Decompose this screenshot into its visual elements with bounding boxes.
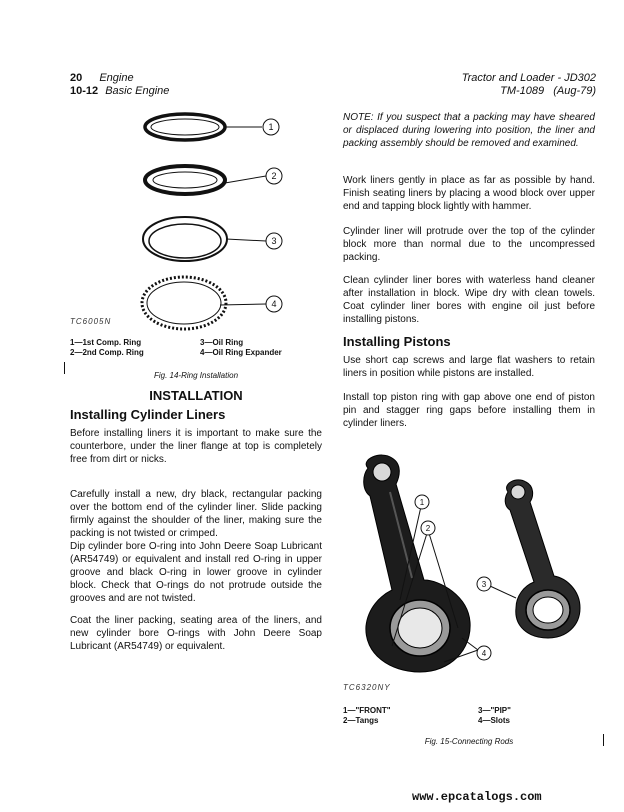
right-paragraph-2: Cylinder liner will protrude over the top of the cylinder block more than normal due to the uncompressed packing.: [343, 226, 595, 263]
figure-15-legend-left: [343, 706, 391, 726]
figure-15-legend-right: [478, 706, 511, 726]
rod-callout-label-1: 1: [419, 498, 425, 507]
liners-paragraph-2: Carefully install a new, dry black, rectangular packing over the bottom end of the cylinder liner. Slide packing firmly against the shoulder of the liner, making sure the packing is not twisted or crimped.: [70, 489, 322, 539]
second-ring-inner-edge: [153, 172, 217, 188]
rod-callout-label-2: 2: [425, 524, 431, 533]
oil-ring-expander-inner-edge: [147, 282, 221, 324]
front-connecting-rod: [364, 455, 470, 672]
change-bar: [64, 362, 65, 374]
page-number: 20: [70, 72, 83, 84]
oil-ring-expander: [142, 277, 226, 329]
liners-heading: Installing Cylinder Liners: [70, 407, 226, 422]
callout-leader-3: [226, 239, 266, 241]
installation-heading: INSTALLATION: [149, 388, 243, 403]
figure-14-code: TC6005N: [70, 317, 112, 326]
figure-15-code: TC6320NY: [343, 683, 391, 692]
legend-item: 1—1st Comp. Ring: [70, 338, 142, 347]
manual-date: (Aug-79): [553, 85, 596, 97]
legend-item: 4—Oil Ring Expander: [200, 348, 282, 357]
figure-14-legend-right: [200, 338, 282, 358]
rod-callout-label-4: 4: [481, 649, 487, 658]
header-right: [462, 72, 596, 98]
watermark: www.epcatalogs.com: [412, 790, 542, 804]
pistons-paragraph-1: Use short cap screws and large flat washers to retain liners in position while pistons are installed.: [343, 355, 595, 379]
connecting-rods-figure: [340, 450, 600, 685]
legend-item: 1—"FRONT": [343, 706, 391, 715]
pistons-paragraph-2: Install top piston ring with gap above one end of piston pin and stagger ring gaps before installing them in cylinder liners.: [343, 392, 595, 429]
section-number: 10-12: [70, 85, 99, 97]
liners-paragraph-3: Dip cylinder bore O-ring into John Deere Soap Lubricant (AR54749) or equivalent and install red O-ring in upper groove and black O-ring in lower groove in cylinder block. Check that O-rings do not protrude outside the grooves and are not twisted.: [70, 541, 322, 604]
oil-ring-inner-edge: [149, 224, 221, 258]
rod-callout-leader-3: [490, 586, 516, 598]
legend-item: 2—2nd Comp. Ring: [70, 348, 144, 357]
header-left: [70, 72, 169, 98]
liners-paragraph-4: Coat the liner packing, seating area of the liners, and new cylinder bore O-rings with John Deere Soap Lubricant (AR54749) or equivalent.: [70, 615, 322, 652]
callout-label-2: 2: [271, 171, 277, 181]
first-compression-ring: [145, 114, 225, 140]
figure-14-caption: Fig. 14-Ring Installation: [153, 371, 239, 380]
figure-15-caption: Fig. 15-Connecting Rods: [424, 737, 514, 746]
figure-14-legend-left: [70, 338, 144, 358]
header-section: Engine: [99, 72, 134, 84]
legend-item: 4—Slots: [478, 716, 511, 725]
right-paragraph-3: Clean cylinder liner bores with waterless hand cleaner after installation in block. Wipe dry with clean towels. Coat cylinder liner bores with engine oil just before installing pistons.: [343, 275, 595, 325]
manual-number: TM-1089: [500, 85, 545, 97]
liners-paragraph-1: Before installing liners it is important to make sure the counterbore, under the liner flange at top is completely free from dirt or nicks.: [70, 428, 322, 465]
header-subsection: Basic Engine: [105, 85, 170, 97]
pistons-heading: Installing Pistons: [343, 334, 451, 349]
second-compression-ring: [145, 166, 225, 194]
first-ring-inner-edge: [151, 119, 219, 135]
callout-label-1: 1: [268, 122, 274, 132]
manual-title: Tractor and Loader - JD302: [461, 72, 596, 84]
callout-label-3: 3: [271, 236, 277, 246]
legend-item: 2—Tangs: [343, 716, 379, 725]
legend-item: 3—Oil Ring: [200, 338, 244, 347]
legend-item: 3—"PIP": [478, 706, 511, 715]
ring-installation-figure: [60, 105, 310, 330]
change-bar: [603, 734, 604, 746]
right-paragraph-1: Work liners gently in place as far as possible by hand. Finish seating liners by placing a wood block over upper end and tapping block lightly with hammer.: [343, 175, 595, 212]
rear-connecting-rod: [505, 480, 580, 638]
rod-callout-label-3: 3: [481, 580, 487, 589]
note-paragraph: NOTE: If you suspect that a packing may have sheared or displaced during lowering into position, the liner and packing assembly should be removed and examined.: [343, 112, 595, 149]
callout-label-4: 4: [271, 299, 277, 309]
callout-leader-2: [225, 176, 266, 183]
